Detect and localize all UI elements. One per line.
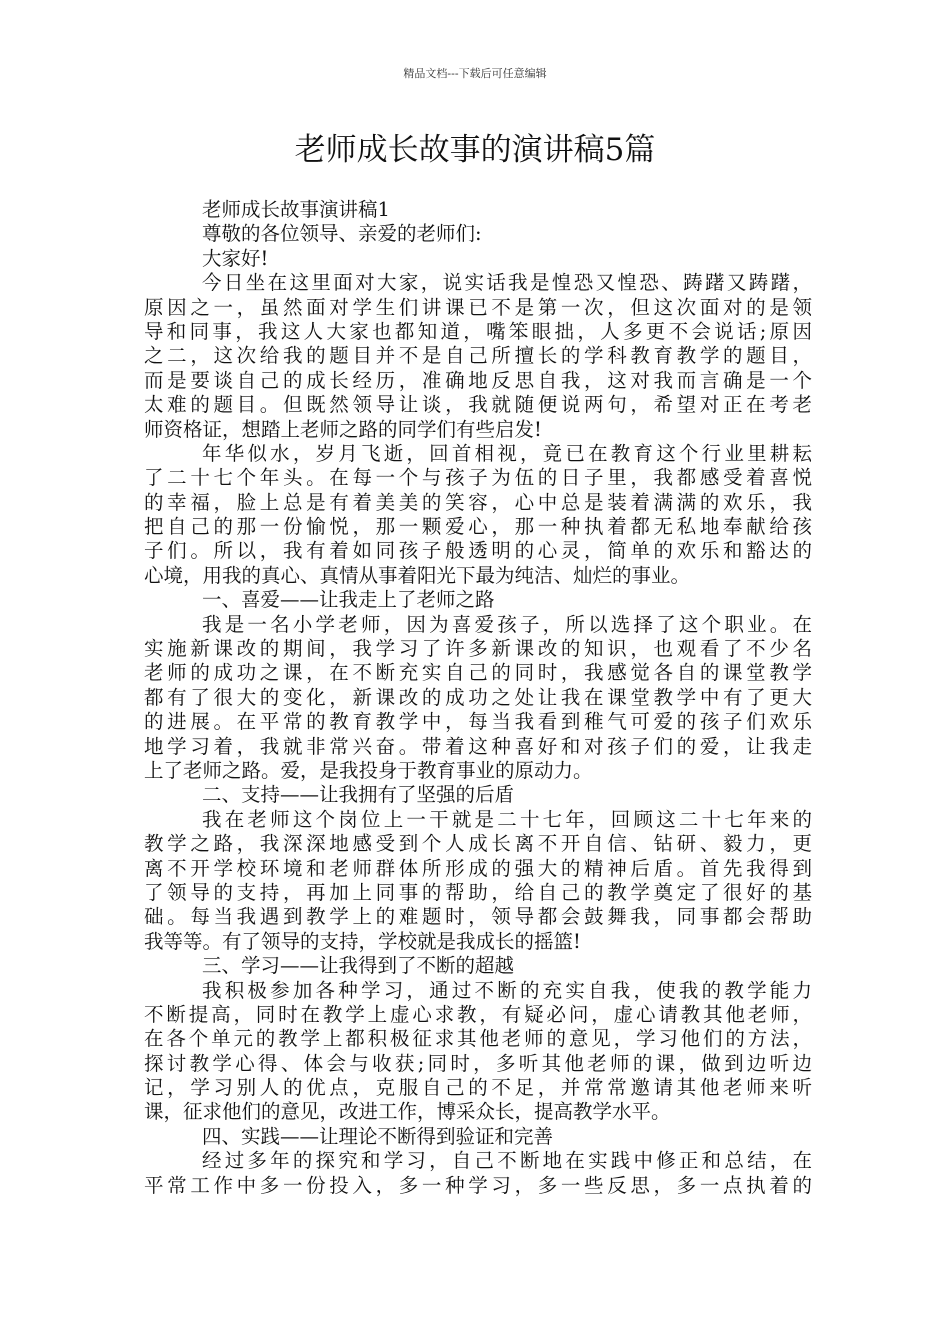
paragraph-line: 而是要谈自己的成长经历，准确地反思自我，这对我而言确是一个 [144,368,812,392]
paragraph-line: 之二，这次给我的题目并不是自己所擅长的学科教育教学的题目， [144,344,812,368]
paragraph-line: 心境，用我的真心、真情从事着阳光下最为纯洁、灿烂的事业。 [144,563,691,587]
paragraph-line: 课，征求他们的意见，改进工作，博采众长，提高教学水平。 [144,1100,671,1124]
paragraph-line: 了领导的支持，再加上同事的帮助，给自己的教学奠定了很好的基 [144,880,812,904]
paragraph-line: 把自己的那一份愉悦，那一颗爱心，那一种执着都无私地奉献给孩 [144,515,812,539]
paragraph-line: 的幸福，脸上总是有着美美的笑容，心中总是装着满满的欢乐，我 [144,490,812,514]
paragraph-line: 了二十七个年头。在每一个与孩子为伍的日子里，我都感受着喜悦 [144,466,812,490]
paragraph-line: 离不开学校环境和老师群体所形成的强大的精神后盾。首先我得到 [144,856,812,880]
document-body [144,198,812,1198]
paragraph-line: 都有了很大的变化，新课改的成功之处让我在课堂教学中有了更大 [144,685,812,709]
paragraph-line: 导和同事，我这人大家也都知道，嘴笨眼拙，人多更不会说话;原因 [144,319,812,343]
paragraph-line: 探讨教学心得、体会与收获;同时，多听其他老师的课，做到边听边 [144,1051,812,1075]
paragraph-line: 四、实践——让理论不断得到验证和完善 [202,1124,554,1148]
paragraph-line: 记，学习别人的优点，克服自己的不足，并常常邀请其他老师来听 [144,1076,812,1100]
paragraph-line: 的进展。在平常的教育教学中，每当我看到稚气可爱的孩子们欢乐 [144,710,812,734]
paragraph-line: 础。每当我遇到教学上的难题时，领导都会鼓舞我，同事都会帮助 [144,905,812,929]
header-note: 精品文档---下载后可任意编辑 [403,67,547,80]
paragraph-line: 二、支持——让我拥有了坚强的后盾 [202,783,515,807]
paragraph-line: 尊敬的各位领导、亲爱的老师们: [202,222,482,246]
paragraph-line: 我积极参加各种学习，通过不断的充实自我，使我的教学能力 [202,978,812,1002]
paragraph-line: 一、喜爱——让我走上了老师之路 [202,588,495,612]
paragraph-line: 年华似水，岁月飞逝，回首相视，竟已在教育这个行业里耕耘 [202,441,812,465]
paragraph-line: 原因之一，虽然面对学生们讲课已不是第一次，但这次面对的是领 [144,295,812,319]
paragraph-line: 上了老师之路。爱，是我投身于教育事业的原动力。 [144,758,593,782]
paragraph-line: 太难的题目。但既然领导让谈，我就随便说两句，希望对正在考老 [144,393,812,417]
paragraph-line: 经过多年的探究和学习，自己不断地在实践中修正和总结，在 [202,1149,812,1173]
paragraph-line: 老师成长故事演讲稿1 [202,198,390,221]
paragraph-line: 今日坐在这里面对大家，说实话我是惶恐又惶恐、踌躇又踌躇， [202,271,812,295]
paragraph-line: 平常工作中多一份投入，多一种学习，多一些反思，多一点执着的 [144,1173,812,1197]
paragraph-line: 我在老师这个岗位上一干就是二十七年，回顾这二十七年来的 [202,807,812,831]
paragraph-line: 子们。所以，我有着如同孩子般透明的心灵，简单的欢乐和豁达的 [144,539,812,563]
paragraph-line: 三、学习——让我得到了不断的超越 [202,954,515,978]
paragraph-line: 我等等。有了领导的支持，学校就是我成长的摇篮! [144,929,581,953]
paragraph-line: 我是一名小学老师，因为喜爱孩子，所以选择了这个职业。在 [202,612,812,636]
paragraph-line: 不断提高，同时在教学上虚心求教，有疑必问，虚心请教其他老师， [144,1002,812,1026]
paragraph-line: 在各个单元的教学上都积极征求其他老师的意见，学习他们的方法， [144,1027,812,1051]
paragraph-line: 地学习着，我就非常兴奋。带着这种喜好和对孩子们的爱，让我走 [144,734,812,758]
document-title: 老师成长故事的演讲稿5篇 [294,132,656,168]
paragraph-line: 老师的成功之课，在不断充实自己的同时，我感觉各自的课堂教学 [144,661,812,685]
paragraph-line: 师资格证，想踏上老师之路的同学们有些启发! [144,417,542,441]
paragraph-line: 实施新课改的期间，我学习了许多新课改的知识，也观看了不少名 [144,637,812,661]
paragraph-line: 教学之路，我深深地感受到个人成长离不开自信、钻研、毅力，更 [144,832,812,856]
paragraph-line: 大家好! [202,246,269,270]
